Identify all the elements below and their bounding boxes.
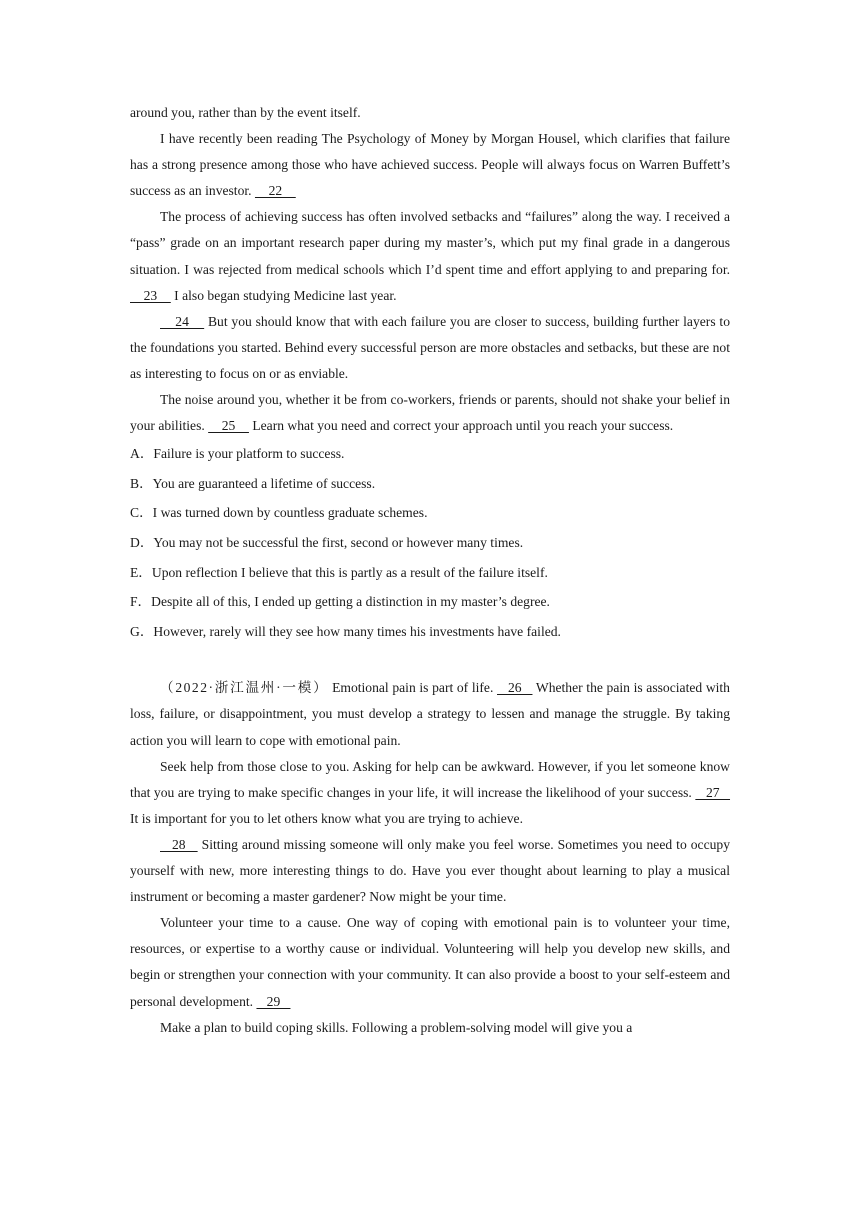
option-c: C．I was turned down by countless graduate schemes.	[130, 505, 428, 521]
blank-28[interactable]: 28	[160, 836, 198, 852]
paragraph-housel: I have recently been reading The Psychology of Money by Morgan Housel, which clarifies that failure has a strong presence among those who have achieved success. People will always focus on Warren Buffett’s success as an investor. 22	[130, 131, 730, 199]
paragraph-volunteer: Volunteer your time to a cause. One way of coping with emotional pain is to volunteer your time, resources, or expertise to a worthy cause or individual. Volunteering will help you develop new skills, and begin or strengthen your connection with your community. It can also provide a boost to your self-esteem and personal development. 29	[130, 915, 730, 1009]
blank-26[interactable]: 26	[497, 680, 533, 696]
blank-24[interactable]: 24	[160, 313, 205, 329]
option-f: F．Despite all of this, I ended up getting a distinction in my master’s degree.	[130, 594, 550, 610]
blank-22[interactable]: 22	[254, 183, 296, 199]
paragraph-missing-someone: 28 Sitting around missing someone will only make you feel worse. Sometimes you need to occupy yourself with new, more interesting things to do. Have you ever thought about learning to play a musical instrument or becoming a master gardener? Now might be your time.	[130, 836, 731, 905]
option-a: A．Failure is your platform to success.	[130, 446, 345, 462]
blank-25[interactable]: 25	[208, 418, 249, 434]
blank-27[interactable]: 27	[695, 784, 731, 800]
options-list	[130, 439, 730, 646]
section-gap	[130, 646, 730, 675]
paragraph-coping-plan: Make a plan to build coping skills. Following a problem-solving model will give you a	[160, 1019, 633, 1035]
option-b: B．You are guaranteed a lifetime of success.	[130, 475, 376, 491]
option-g: G．However, rarely will they see how many times his investments have failed.	[130, 623, 561, 639]
option-d: D．You may not be successful the first, second or however many times.	[130, 535, 524, 550]
paragraph-seek-help: Seek help from those close to you. Asking for help can be awkward. However, if you let someone know that you are trying to make specific changes in your life, it will increase the likelihood of your success. 27 It is important for you to let others know what you are trying to achieve.	[130, 758, 731, 826]
blank-23[interactable]: 23	[130, 287, 171, 303]
blank-29[interactable]: 29	[256, 993, 291, 1009]
document-page	[130, 100, 730, 1041]
paragraph-failure-closer: 24 But you should know that with each failure you are closer to success, building further layers to the foundations you started. Behind every successful person are more obstacles and setbacks, but these are not as interesting to focus on or as enviable.	[130, 313, 731, 381]
source-tag: （2022·浙江温州·一模）	[160, 680, 329, 696]
paragraph-setbacks: The process of achieving success has often involved setbacks and “failures” along the way. I received a “pass” grade on an important research paper during my master’s, which put my final grade in a dangerous situation. I was rejected from medical schools which I’d spent time and effort applying to and preparing for. 23 I also began studying Medicine last year.	[130, 209, 730, 303]
paragraph-emotional-pain: （2022·浙江温州·一模） Emotional pain is part of life. 26 Whether the pain is associated with loss, failure, or disappointment, you must develop a strategy to lessen and manage the struggle. By taking action you will learn to cope with emotional pain.	[130, 680, 730, 748]
option-e: E．Upon reflection I believe that this is partly as a result of the failure itself.	[130, 564, 548, 580]
paragraph-continued: around you, rather than by the event itself.	[130, 105, 361, 120]
paragraph-noise: The noise around you, whether it be from co-workers, friends or parents, should not shake your belief in your abilities. 25 Learn what you need and correct your approach until you reach your success.	[130, 392, 730, 434]
